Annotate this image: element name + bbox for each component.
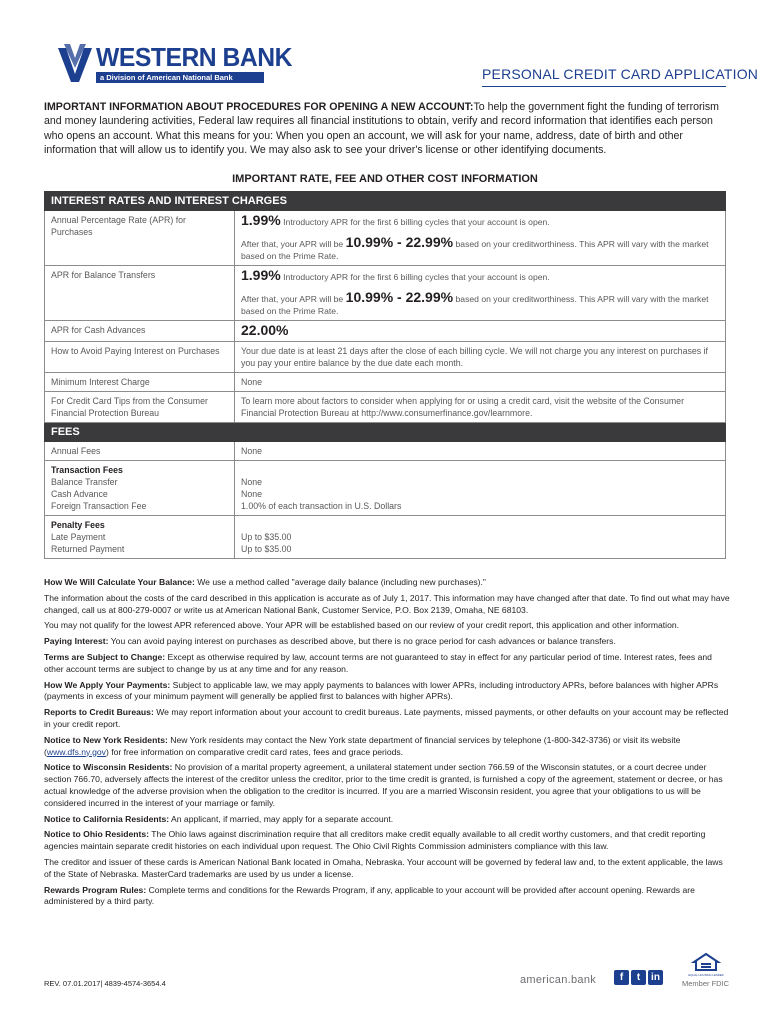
fees-section-title: FEES: [45, 423, 726, 442]
note-oh-text: The Ohio laws against discrimination require that all creditors make credit equally available to all credit worthy customers, and that credit reporting agencies maintain separate credit histories on each individual upon request. The Ohio Civil Rights Commission administers compliance with this law.: [44, 829, 706, 852]
purchases-after-rate: 10.99% - 22.99%: [345, 234, 454, 250]
note-paying-text: You can avoid paying interest on purchases as described above, but there is no grace period for cash advances or balance transfers.: [110, 636, 616, 647]
annual-fee-value: None: [235, 442, 726, 461]
note-apply-lead: How We Apply Your Payments:: [44, 679, 171, 690]
note-ny-lead: Notice to New York Residents:: [44, 734, 168, 745]
note-rewards-text: Complete terms and conditions for the Rewards Program, if any, applicable to your account will be provided after account opening. Rewards are administered by a third party.: [44, 884, 695, 907]
note-new-york: [44, 735, 730, 759]
website-link[interactable]: american.bank: [520, 974, 597, 986]
purchases-after-text: based on your creditworthiness. This APR will vary with the market based on the Prime Rate.: [241, 239, 709, 261]
note-terms-lead: Terms are Subject to Change:: [44, 651, 166, 662]
note-balance-text: We use a method called "average daily balance (including new purchases).": [197, 577, 486, 587]
disclosure-notes: [44, 577, 730, 912]
note-lowest-apr: You may not qualify for the lowest APR referenced above. Your APR will be established based on our review of your credit report, this application and other information.: [44, 620, 680, 631]
cash-fee-label: Cash Advance: [51, 489, 108, 499]
bt-apr-label: APR for Balance Transfers: [45, 266, 235, 321]
member-fdic: Member FDIC: [682, 979, 730, 988]
twitter-icon[interactable]: t: [631, 970, 646, 985]
equal-housing-lender-icon: [688, 953, 724, 977]
late-fee-value: Up to $35.00: [241, 532, 292, 542]
note-terms-text: Except as otherwise required by law, account terms are not guaranteed to stay in effect for any particular period of time. Interest rates, fees and other account terms are subject to change by us at any time and for any reason.: [44, 651, 712, 674]
returned-fee-value: Up to $35.00: [241, 544, 292, 554]
purchases-intro-text: Introductory APR for the first 6 billing cycles that your account is open.: [283, 217, 550, 227]
annual-fee-label: Annual Fees: [45, 442, 235, 461]
min-interest-value: None: [235, 373, 726, 392]
table-row: [45, 373, 726, 392]
fees-section-header: [45, 423, 726, 442]
purchases-apr-value: [235, 211, 726, 266]
note-reports-lead: Reports to Credit Bureaus:: [44, 707, 154, 718]
bt-after-rate: 10.99% - 22.99%: [345, 289, 454, 305]
note-balance: [44, 577, 730, 589]
penalty-fees-title: Penalty Fees: [51, 520, 105, 530]
bt-fee-value: None: [241, 477, 263, 487]
note-california: [44, 814, 730, 826]
cost-info-heading: IMPORTANT RATE, FEE AND OTHER COST INFORMATION: [232, 173, 538, 185]
note-ny-text-a: New York residents may contact the New York state department of financial services by telephone (1-800-342-3736) or visit its website (: [44, 734, 681, 757]
purchases-intro-rate: 1.99%: [241, 212, 281, 228]
transaction-fee-labels: [45, 461, 235, 516]
note-wi-lead: Notice to Wisconsin Residents:: [44, 762, 173, 773]
note-paying-lead: Paying Interest:: [44, 636, 109, 647]
late-fee-label: Late Payment: [51, 532, 106, 542]
cash-apr-value: [235, 321, 726, 342]
table-row: [45, 266, 726, 321]
social-links: [614, 970, 663, 985]
transaction-fees-title: Transaction Fees: [51, 465, 123, 475]
bt-intro-text: Introductory APR for the first 6 billing cycles that your account is open.: [283, 272, 550, 282]
note-ohio: [44, 829, 730, 853]
note-accuracy: The information about the costs of the card described in this application is accurate as of July 1, 2017. This information may have changed after that date. To find out what may have changed, call us at 800-279-0007 or write us at American National Bank, Customer Service, P.O. Box 2139, Omaha, NE 68103.: [44, 592, 730, 615]
penalty-fee-values: [235, 516, 726, 559]
note-ca-text: An applicant, if married, may apply for a separate account.: [171, 813, 394, 824]
revision-number: REV. 07.01.2017| 4839-4574-3654.4: [44, 979, 166, 988]
min-interest-label: Minimum Interest Charge: [45, 373, 235, 392]
note-rewards: [44, 885, 730, 909]
title-divider: [482, 86, 726, 87]
purchases-after-prefix: After that, your APR will be: [241, 239, 344, 249]
note-oh-lead: Notice to Ohio Residents:: [44, 829, 150, 840]
purchases-apr-label: Annual Percentage Rate (APR) for Purchases: [45, 211, 235, 266]
note-issuer: The creditor and issuer of these cards is American National Bank located in Omaha, Nebraska. Your account will be governed by federal law and, to the extent applicable, the laws of the State of Nebraska. MasterCard trademarks are used by us under a license.: [44, 856, 723, 879]
returned-fee-label: Returned Payment: [51, 544, 125, 554]
note-wisconsin: [44, 762, 730, 809]
foreign-fee-label: Foreign Transaction Fee: [51, 501, 147, 511]
table-row: [45, 442, 726, 461]
rates-fees-table: [44, 191, 726, 559]
ehl-caption: EQUAL HOUSING LENDER: [688, 973, 724, 977]
intro-lead: IMPORTANT INFORMATION ABOUT PROCEDURES FOR OPENING A NEW ACCOUNT:: [44, 101, 474, 113]
cfpb-label: For Credit Card Tips from the Consumer Financial Protection Bureau: [45, 392, 235, 423]
interest-section-header: [45, 192, 726, 211]
bt-intro-rate: 1.99%: [241, 267, 281, 283]
bt-apr-value: [235, 266, 726, 321]
avoid-interest-text: Your due date is at least 21 days after the close of each billing cycle. We will not charge you any interest on purchases if you pay your entire balance by the due date each month.: [235, 342, 726, 373]
note-reports-text: We may report information about your account to credit bureaus. Late payments, missed payments, or other defaults on your account may be reflected in your credit report.: [44, 707, 729, 729]
avoid-interest-label: How to Avoid Paying Interest on Purchases: [45, 342, 235, 373]
page-header: [0, 0, 770, 92]
note-balance-lead: How We Will Calculate Your Balance:: [44, 577, 195, 587]
bt-after-text: based on your creditworthiness. This APR will vary with the market based on the Prime Rate.: [241, 294, 709, 316]
table-row: [45, 516, 726, 559]
bank-division: a Division of American National Bank: [96, 72, 264, 83]
table-row: [45, 461, 726, 516]
table-row: [45, 211, 726, 266]
interest-section-title: INTEREST RATES AND INTEREST CHARGES: [45, 192, 726, 211]
cfpb-text: To learn more about factors to consider when applying for or using a credit card, visit the website of the Consumer Financial Protection Bureau at http://www.consumerfinance.gov/learnmore.: [235, 392, 726, 423]
table-row: [45, 392, 726, 423]
page-title: PERSONAL CREDIT CARD APPLICATION: [482, 66, 759, 82]
bank-name: WESTERN BANK: [96, 42, 293, 72]
facebook-icon[interactable]: f: [614, 970, 629, 985]
bt-after-prefix: After that, your APR will be: [241, 294, 344, 304]
bt-fee-label: Balance Transfer: [51, 477, 118, 487]
linkedin-icon[interactable]: in: [648, 970, 663, 985]
note-wi-text: No provision of a marital property agreement, a unilateral statement under section 766.59 of the Wisconsin statutes, or a court decree under section 766.70, adversely affects the interest of the creditor unless the creditor, prior to the time credit is granted, is furnished a copy of the agreement, statement or decree, or has actual knowledge of the adverse provision when the obligation to the creditor is incurred. If you are a married Wisconsin resident, you agree that your obligations to us will be considered incurred in the interest of your marriage or family.: [44, 762, 723, 808]
note-apply-text: Subject to applicable law, we may apply payments to balances with lower APRs, including introductory APRs, before balances with higher APRs (payments in excess of your minimum payment will generally be applied first to balances with higher APRs).: [44, 679, 719, 702]
cash-apr-label: APR for Cash Advances: [45, 321, 235, 342]
note-apply-payments: [44, 680, 730, 704]
note-terms: [44, 652, 730, 676]
note-rewards-lead: Rewards Program Rules:: [44, 884, 147, 895]
note-credit-bureaus: [44, 707, 730, 731]
cash-fee-value: None: [241, 489, 263, 499]
western-bank-logo: [58, 44, 302, 86]
note-ny-text-b: ) for free information on comparative credit card rates, fees and grace periods.: [105, 746, 404, 757]
note-paying-interest: [44, 636, 730, 648]
dfs-website-link[interactable]: www.dfs.ny.gov: [46, 746, 106, 757]
table-row: [45, 321, 726, 342]
foreign-fee-value: 1.00% of each transaction in U.S. Dollars: [241, 501, 402, 511]
penalty-fee-labels: [45, 516, 235, 559]
bank-logo-mark-icon: [58, 44, 92, 82]
intro-body: To help the government fight the funding of terrorism and money laundering activities, Federal law requires all financial institutions to obtain, verify and record information that identifies each person who opens an account. What this means for you: When you open an account, we will ask for your name, address, date of birth and other information that will allow us to identify you. We may also ask to see your driver's license or other identifying documents.: [44, 101, 719, 157]
note-ca-lead: Notice to California Residents:: [44, 813, 170, 824]
table-row: [45, 342, 726, 373]
intro-paragraph: [44, 100, 730, 158]
transaction-fee-values: [235, 461, 726, 516]
cash-apr-rate: 22.00%: [241, 322, 289, 338]
